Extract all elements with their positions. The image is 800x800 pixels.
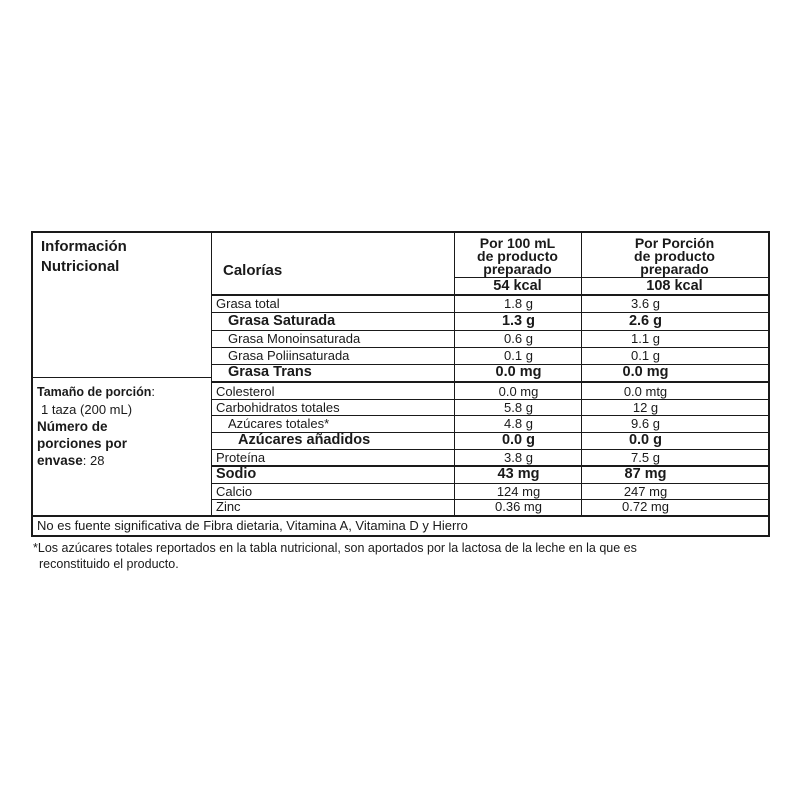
footnote-line-2: reconstituido el producto.: [39, 557, 179, 571]
nutrient-row: Grasa Monoinsaturada 0.6 g 1.1 g: [228, 331, 660, 346]
calories-per-100ml: 54 kcal: [493, 278, 542, 294]
column-header-per-100ml: Por 100 mL de producto preparado: [477, 235, 558, 277]
servings-label-3: envase: [37, 453, 83, 468]
not-significant-source-note: No es fuente significativa de Fibra dietaria, Vitamina A, Vitamina D y Hierro: [37, 518, 468, 533]
nutrient-row: Zinc 0.36 mg 0.72 mg: [216, 499, 669, 514]
nutrient-row: Calcio 124 mg 247 mg: [216, 484, 668, 499]
column-header-per-serving: Por Porción de producto preparado: [634, 235, 715, 277]
footnote-line-1: *Los azúcares totales reportados en la tabla nutricional, son aportados por la lactosa de la leche en la que es: [33, 541, 637, 555]
serving-info: Tamaño de porción: 1 taza (200 mL) Número de porciones por envase: 28: [37, 384, 155, 468]
nutrient-row: Azúcares añadidos 0.0 g 0.0 g: [238, 432, 663, 448]
nutrition-facts-table: [31, 231, 770, 537]
nutrient-row: Sodio 43 mg 87 mg: [216, 466, 667, 482]
serving-size-label: Tamaño de porción: [37, 385, 152, 399]
servings-label-1: Número de: [37, 419, 108, 434]
footnote: [33, 540, 637, 572]
nutrient-row: Proteína 3.8 g 7.5 g: [216, 450, 660, 465]
nutrient-row: Grasa Saturada 1.3 g 2.6 g: [228, 313, 663, 329]
label-title: Información Nutricional: [41, 238, 127, 275]
nutrient-row: Grasa total 1.8 g 3.6 g: [216, 296, 660, 311]
divider-left-block: [33, 377, 211, 378]
nutrient-row: Azúcares totales* 4.8 g 9.6 g: [228, 416, 660, 431]
nutrient-row: Grasa Trans 0.0 mg 0.0 mg: [228, 364, 669, 380]
calories-label: Calorías: [223, 262, 283, 279]
serving-size-value: 1 taza (200 mL): [41, 402, 133, 417]
nutrient-row: Grasa Poliinsaturada 0.1 g 0.1 g: [228, 348, 660, 363]
nutrient-row: Colesterol 0.0 mg 0.0 mtg: [216, 384, 668, 399]
servings-value: : 28: [82, 453, 105, 468]
servings-label-2: porciones por: [37, 436, 128, 451]
calories-per-serving: 108 kcal: [646, 278, 703, 294]
nutrient-row: Carbohidratos totales 5.8 g 12 g: [216, 400, 659, 415]
nutrient-rows: [212, 295, 768, 515]
